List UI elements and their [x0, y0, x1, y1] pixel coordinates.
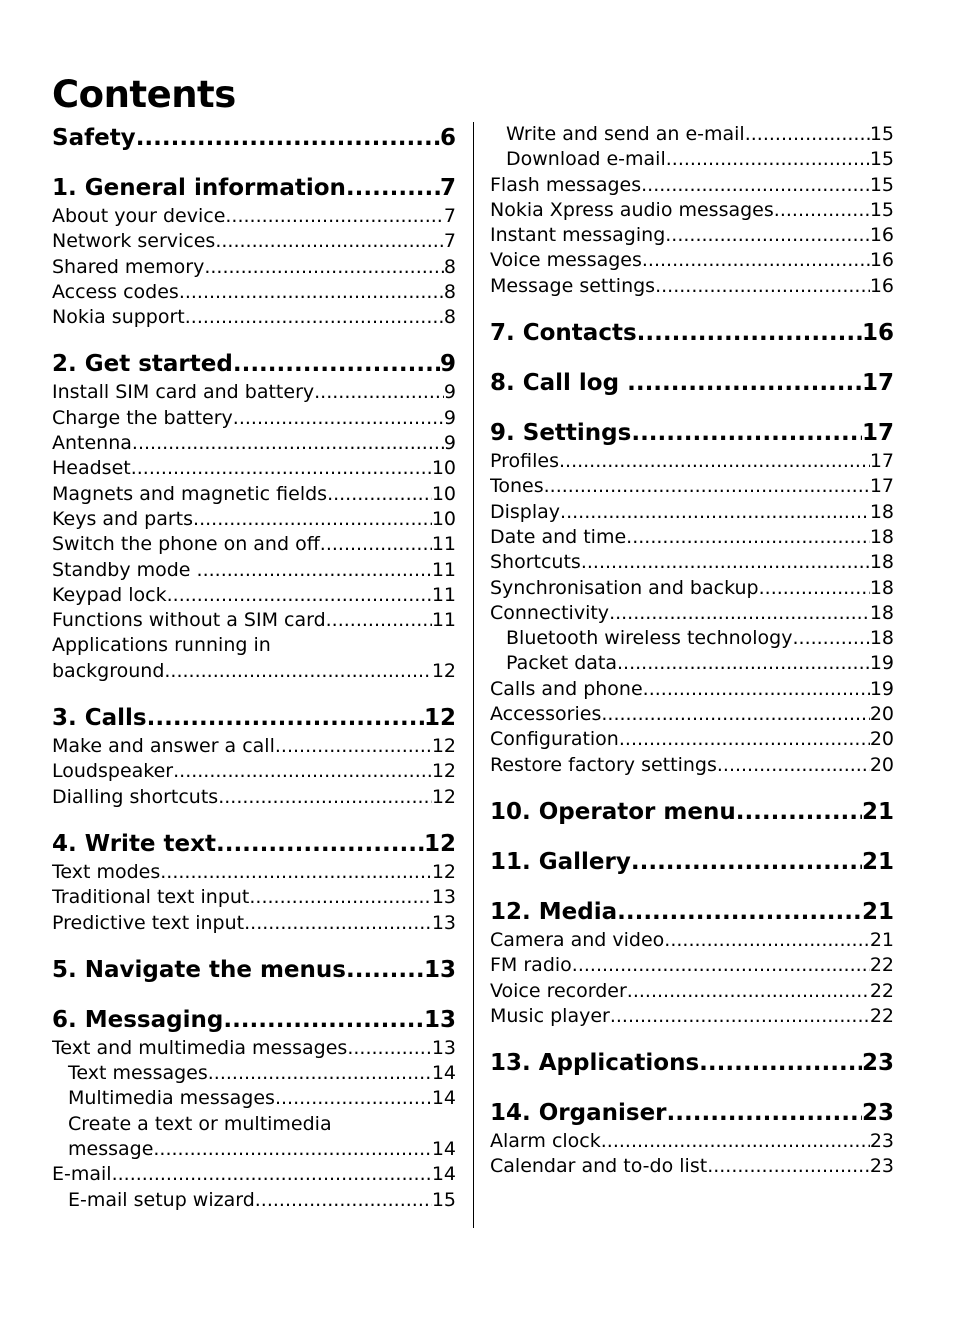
toc-entry[interactable]: Dialling shortcuts ..... 12 [52, 785, 456, 810]
page-title: Contents [52, 73, 236, 116]
toc-entry[interactable]: Text modes ..... 12 [52, 860, 456, 885]
section-title: 13. Applications [490, 1050, 700, 1077]
toc-section-safety[interactable] [52, 122, 456, 154]
toc-entry[interactable]: Alarm clock ..... 23 [490, 1129, 894, 1154]
toc-entry[interactable]: Shortcuts ..... 18 [490, 550, 894, 575]
toc-section-general-information[interactable] [52, 172, 456, 204]
section-title: 4. Write text [52, 830, 216, 857]
section-title: 6. Messaging [52, 1006, 224, 1033]
toc-subentry[interactable]: Multimedia messages ..... 14 [52, 1086, 456, 1111]
page-number: 17 [861, 370, 894, 397]
toc-entry[interactable]: Connectivity ..... 18 [490, 601, 894, 626]
toc-entry[interactable]: FM radio ..... 22 [490, 953, 894, 978]
toc-entry[interactable]: Access codes ..... 8 [52, 280, 456, 305]
toc-entry[interactable]: Restore factory settings ..... 20 [490, 753, 894, 778]
toc-section-applications[interactable] [490, 1047, 894, 1079]
toc-entry[interactable]: Magnets and magnetic fields ..... 10 [52, 482, 456, 507]
toc-entry[interactable]: Network services ..... 7 [52, 229, 456, 254]
page-number: 16 [861, 320, 894, 347]
page-number: 23 [861, 1050, 894, 1077]
toc-entry[interactable]: Synchronisation and backup ..... 18 [490, 576, 894, 601]
column-divider [473, 122, 474, 1228]
toc-entry[interactable]: Shared memory ..... 8 [52, 255, 456, 280]
toc-entry[interactable]: Date and time ..... 18 [490, 525, 894, 550]
toc-subentry[interactable]: Create a text or multimedia message ..... 14 [52, 1112, 456, 1163]
toc-section-gallery[interactable] [490, 846, 894, 878]
toc-entry[interactable]: Music player ..... 22 [490, 1004, 894, 1029]
page-number: 7 [439, 175, 456, 201]
toc-entry[interactable]: Tones ..... 17 [490, 474, 894, 499]
toc-entry[interactable]: Profiles ..... 17 [490, 449, 894, 474]
toc-entry[interactable]: Nokia Xpress audio messages ..... 15 [490, 198, 894, 223]
toc-section-contacts[interactable] [490, 317, 894, 349]
toc-subentry[interactable]: Text messages ..... 14 [52, 1061, 456, 1086]
toc-subentry[interactable]: Bluetooth wireless technology ..... 18 [490, 626, 894, 651]
section-title: 7. Contacts [490, 320, 637, 347]
section-title: 5. Navigate the menus [52, 956, 346, 983]
toc-entry[interactable]: Loudspeaker ..... 12 [52, 759, 456, 784]
toc-subentry[interactable]: Write and send an e-mail ..... 15 [490, 122, 894, 147]
toc-subentry[interactable]: Packet data ..... 19 [490, 651, 894, 676]
section-title: 8. Call log [490, 370, 628, 397]
page-number: 23 [861, 1100, 894, 1127]
page-number: 21 [861, 898, 894, 925]
toc-entry[interactable]: Antenna ..... 9 [52, 431, 456, 456]
toc-entry[interactable]: Applications running in background ..... 12 [52, 633, 456, 684]
page-number: 13 [423, 1006, 456, 1033]
toc-section-media[interactable] [490, 896, 894, 928]
section-title: 11. Gallery [490, 848, 631, 875]
toc-entry[interactable]: Make and answer a call ..... 12 [52, 734, 456, 759]
toc-left-column [52, 122, 456, 1213]
section-title: 3. Calls [52, 705, 147, 732]
section-title: 1. General information [52, 175, 346, 201]
page-number: 9 [439, 351, 456, 378]
page-number: 13 [423, 956, 456, 983]
toc-section-call-log[interactable] [490, 367, 894, 399]
page-number: 21 [861, 798, 894, 825]
toc-entry[interactable]: Charge the battery ..... 9 [52, 406, 456, 431]
section-title: Safety [52, 125, 136, 151]
toc-section-get-started[interactable] [52, 348, 456, 380]
toc-entry[interactable]: Configuration ..... 20 [490, 727, 894, 752]
toc-section-calls[interactable] [52, 702, 456, 734]
toc-entry[interactable]: Flash messages ..... 15 [490, 173, 894, 198]
toc-entry[interactable]: Calendar and to-do list ..... 23 [490, 1154, 894, 1179]
toc-entry[interactable]: Traditional text input ..... 13 [52, 885, 456, 910]
toc-entry[interactable]: Voice messages ..... 16 [490, 248, 894, 273]
toc-entry[interactable]: Accessories ..... 20 [490, 702, 894, 727]
section-title: 14. Organiser [490, 1100, 667, 1127]
toc-entry[interactable]: Keys and parts ..... 10 [52, 507, 456, 532]
toc-entry[interactable]: Standby mode ..... 11 [52, 558, 456, 583]
page-number: 12 [423, 830, 456, 857]
toc-entry[interactable]: Display ..... 18 [490, 500, 894, 525]
toc-entry[interactable]: Voice recorder ..... 22 [490, 979, 894, 1004]
toc-section-write-text[interactable] [52, 828, 456, 860]
section-title: 10. Operator menu [490, 798, 736, 825]
toc-section-settings[interactable] [490, 417, 894, 449]
toc-subentry[interactable]: Download e-mail ..... 15 [490, 147, 894, 172]
toc-section-organiser[interactable] [490, 1097, 894, 1129]
page-number: 6 [439, 125, 456, 151]
toc-entry[interactable]: Calls and phone ..... 19 [490, 677, 894, 702]
toc-entry[interactable]: Camera and video ..... 21 [490, 928, 894, 953]
toc-entry[interactable]: Message settings ..... 16 [490, 274, 894, 299]
toc-entry[interactable]: Switch the phone on and off ..... 11 [52, 532, 456, 557]
section-title: 2. Get started [52, 351, 233, 378]
toc-entry[interactable]: Install SIM card and battery ..... 9 [52, 380, 456, 405]
toc-entry[interactable]: Predictive text input ..... 13 [52, 911, 456, 936]
toc-entry[interactable]: Functions without a SIM card ..... 11 [52, 608, 456, 633]
toc-entry[interactable]: Keypad lock ..... 11 [52, 583, 456, 608]
toc-section-navigate-menus[interactable] [52, 954, 456, 986]
toc-entry[interactable]: E-mail ..... 14 [52, 1162, 456, 1187]
toc-right-column [490, 122, 894, 1180]
page-number: 17 [861, 420, 894, 447]
toc-section-messaging[interactable] [52, 1004, 456, 1036]
toc-section-operator-menu[interactable] [490, 796, 894, 828]
toc-entry[interactable]: About your device ..... 7 [52, 204, 456, 229]
toc-entry[interactable]: Nokia support ..... 8 [52, 305, 456, 330]
toc-subentry[interactable]: E-mail setup wizard ..... 15 [52, 1188, 456, 1213]
page-number: 12 [423, 705, 456, 732]
section-title: 12. Media [490, 898, 618, 925]
toc-entry[interactable]: Text and multimedia messages ..... 13 [52, 1036, 456, 1061]
page-number: 21 [861, 848, 894, 875]
toc-entry[interactable]: Instant messaging ..... 16 [490, 223, 894, 248]
toc-entry[interactable]: Headset ..... 10 [52, 456, 456, 481]
section-title: 9. Settings [490, 420, 632, 447]
